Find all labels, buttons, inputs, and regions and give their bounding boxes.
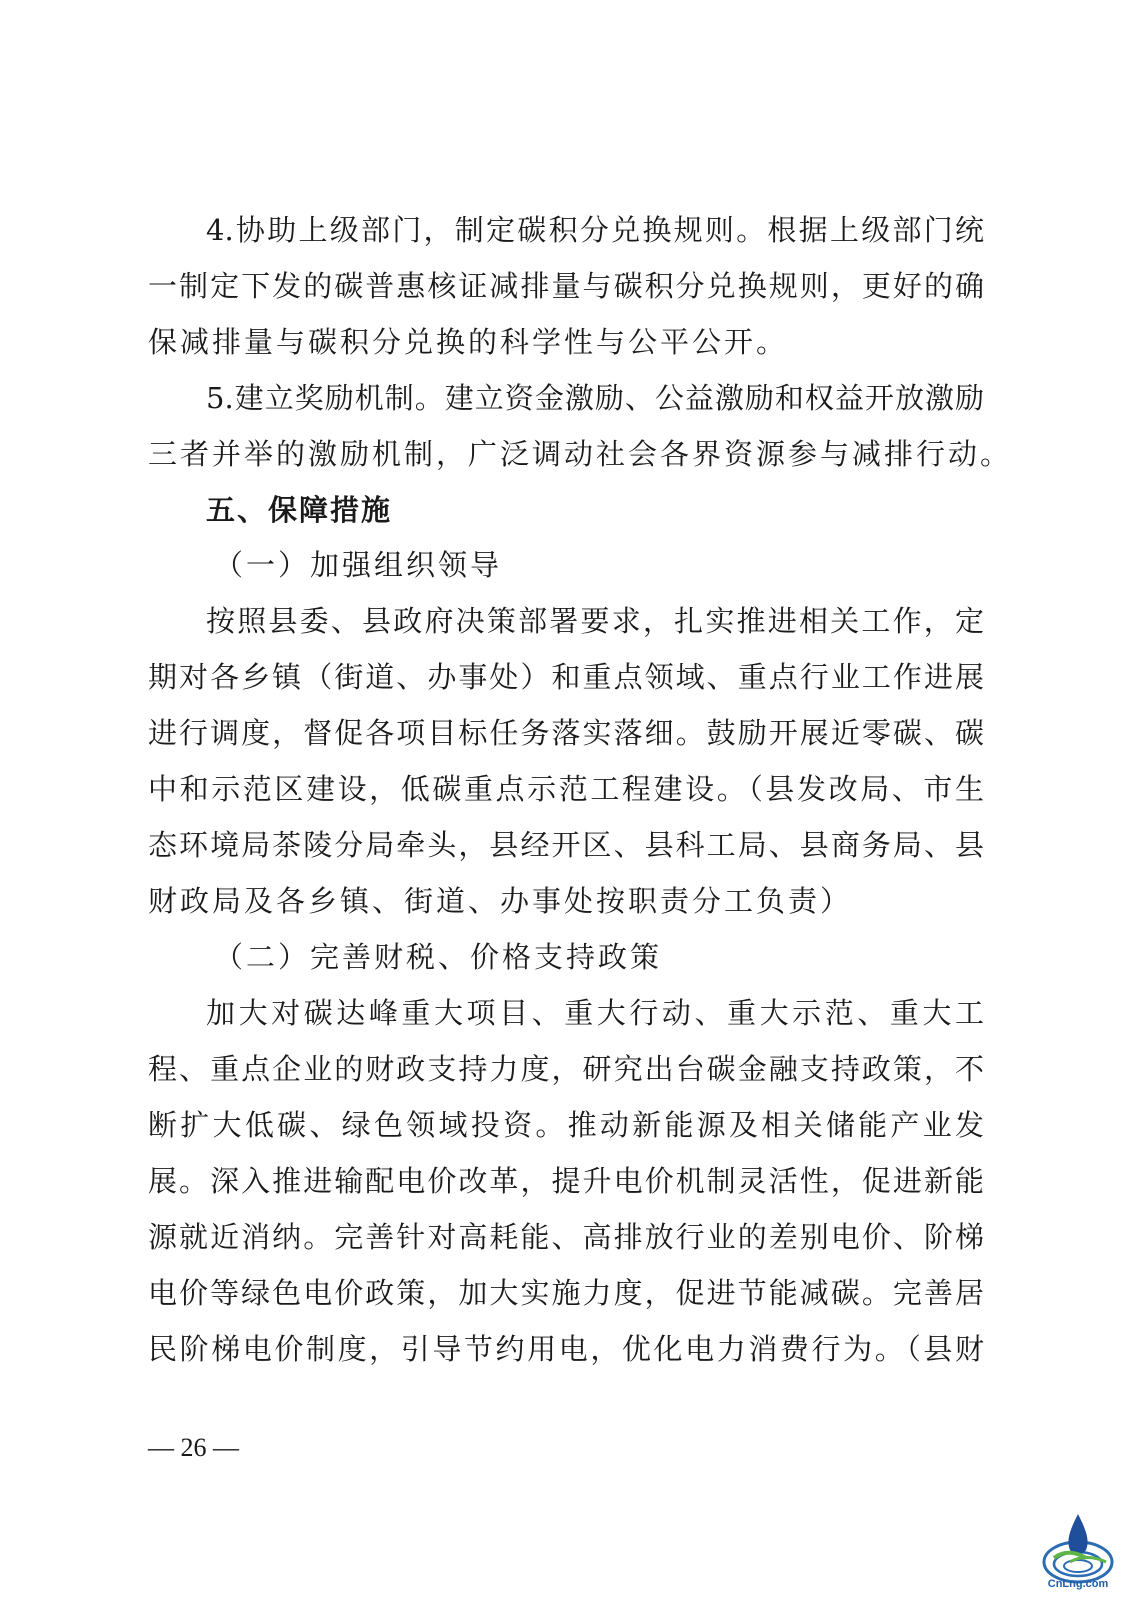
subsection-1-line-4: 中和示范区建设，低碳重点示范工程建设。（县发改局、市生 [148,772,984,806]
subsection-2-line-2: 程、重点企业的财政支持力度，研究出台碳金融支持政策，不 [148,1052,984,1086]
subsection-2-line-5: 源就近消纳。完善针对高耗能、高排放行业的差别电价、阶梯 [148,1220,984,1254]
paragraph-5-line-1: 5.建立奖励机制。建立资金激励、公益激励和权益开放激励 [206,381,984,415]
section-heading: 五、保障措施 [206,493,393,527]
paragraph-5-line-2: 三者并举的激励机制，广泛调动社会各界资源参与减排行动。 [148,437,1013,471]
subsection-2-line-4: 展。深入推进输配电价改革，提升电价机制灵活性，促进新能 [148,1164,984,1198]
subsection-2-line-6: 电价等绿色电价政策，加大实施力度，促进节能减碳。完善居 [148,1276,984,1310]
subsection-2-title: （二）完善财税、价格支持政策 [214,940,663,974]
subsection-2-line-3: 断扩大低碳、绿色领域投资。推动新能源及相关储能产业发 [148,1108,984,1142]
paragraph-4-line-2: 一制定下发的碳普惠核证减排量与碳积分兑换规则，更好的确 [148,269,984,303]
subsection-1-title: （一）加强组织领导 [214,548,503,582]
subsection-1-line-1: 按照县委、县政府决策部署要求，扎实推进相关工作，定 [206,604,984,638]
subsection-1-line-5: 态环境局茶陵分局牵头，县经开区、县科工局、县商务局、县 [148,828,984,862]
watermark-text: CnLng.com [1047,1578,1109,1590]
droplet-wave-logo-icon [1040,1500,1116,1590]
page-number: — 26 — [148,1433,239,1462]
paragraph-4-line-1: 4.协助上级部门，制定碳积分兑换规则。根据上级部门统 [206,213,984,247]
subsection-2-line-1: 加大对碳达峰重大项目、重大行动、重大示范、重大工 [206,996,984,1030]
subsection-1-line-2: 期对各乡镇（街道、办事处）和重点领域、重点行业工作进展 [148,660,984,694]
subsection-2-line-7: 民阶梯电价制度，引导节约用电，优化电力消费行为。（县财 [148,1332,984,1366]
paragraph-4-line-3: 保减排量与碳积分兑换的科学性与公平公开。 [148,325,789,359]
subsection-1-line-3: 进行调度，督促各项目标任务落实落细。鼓励开展近零碳、碳 [148,716,984,750]
subsection-1-line-6: 财政局及各乡镇、街道、办事处按职责分工负责） [148,884,853,918]
